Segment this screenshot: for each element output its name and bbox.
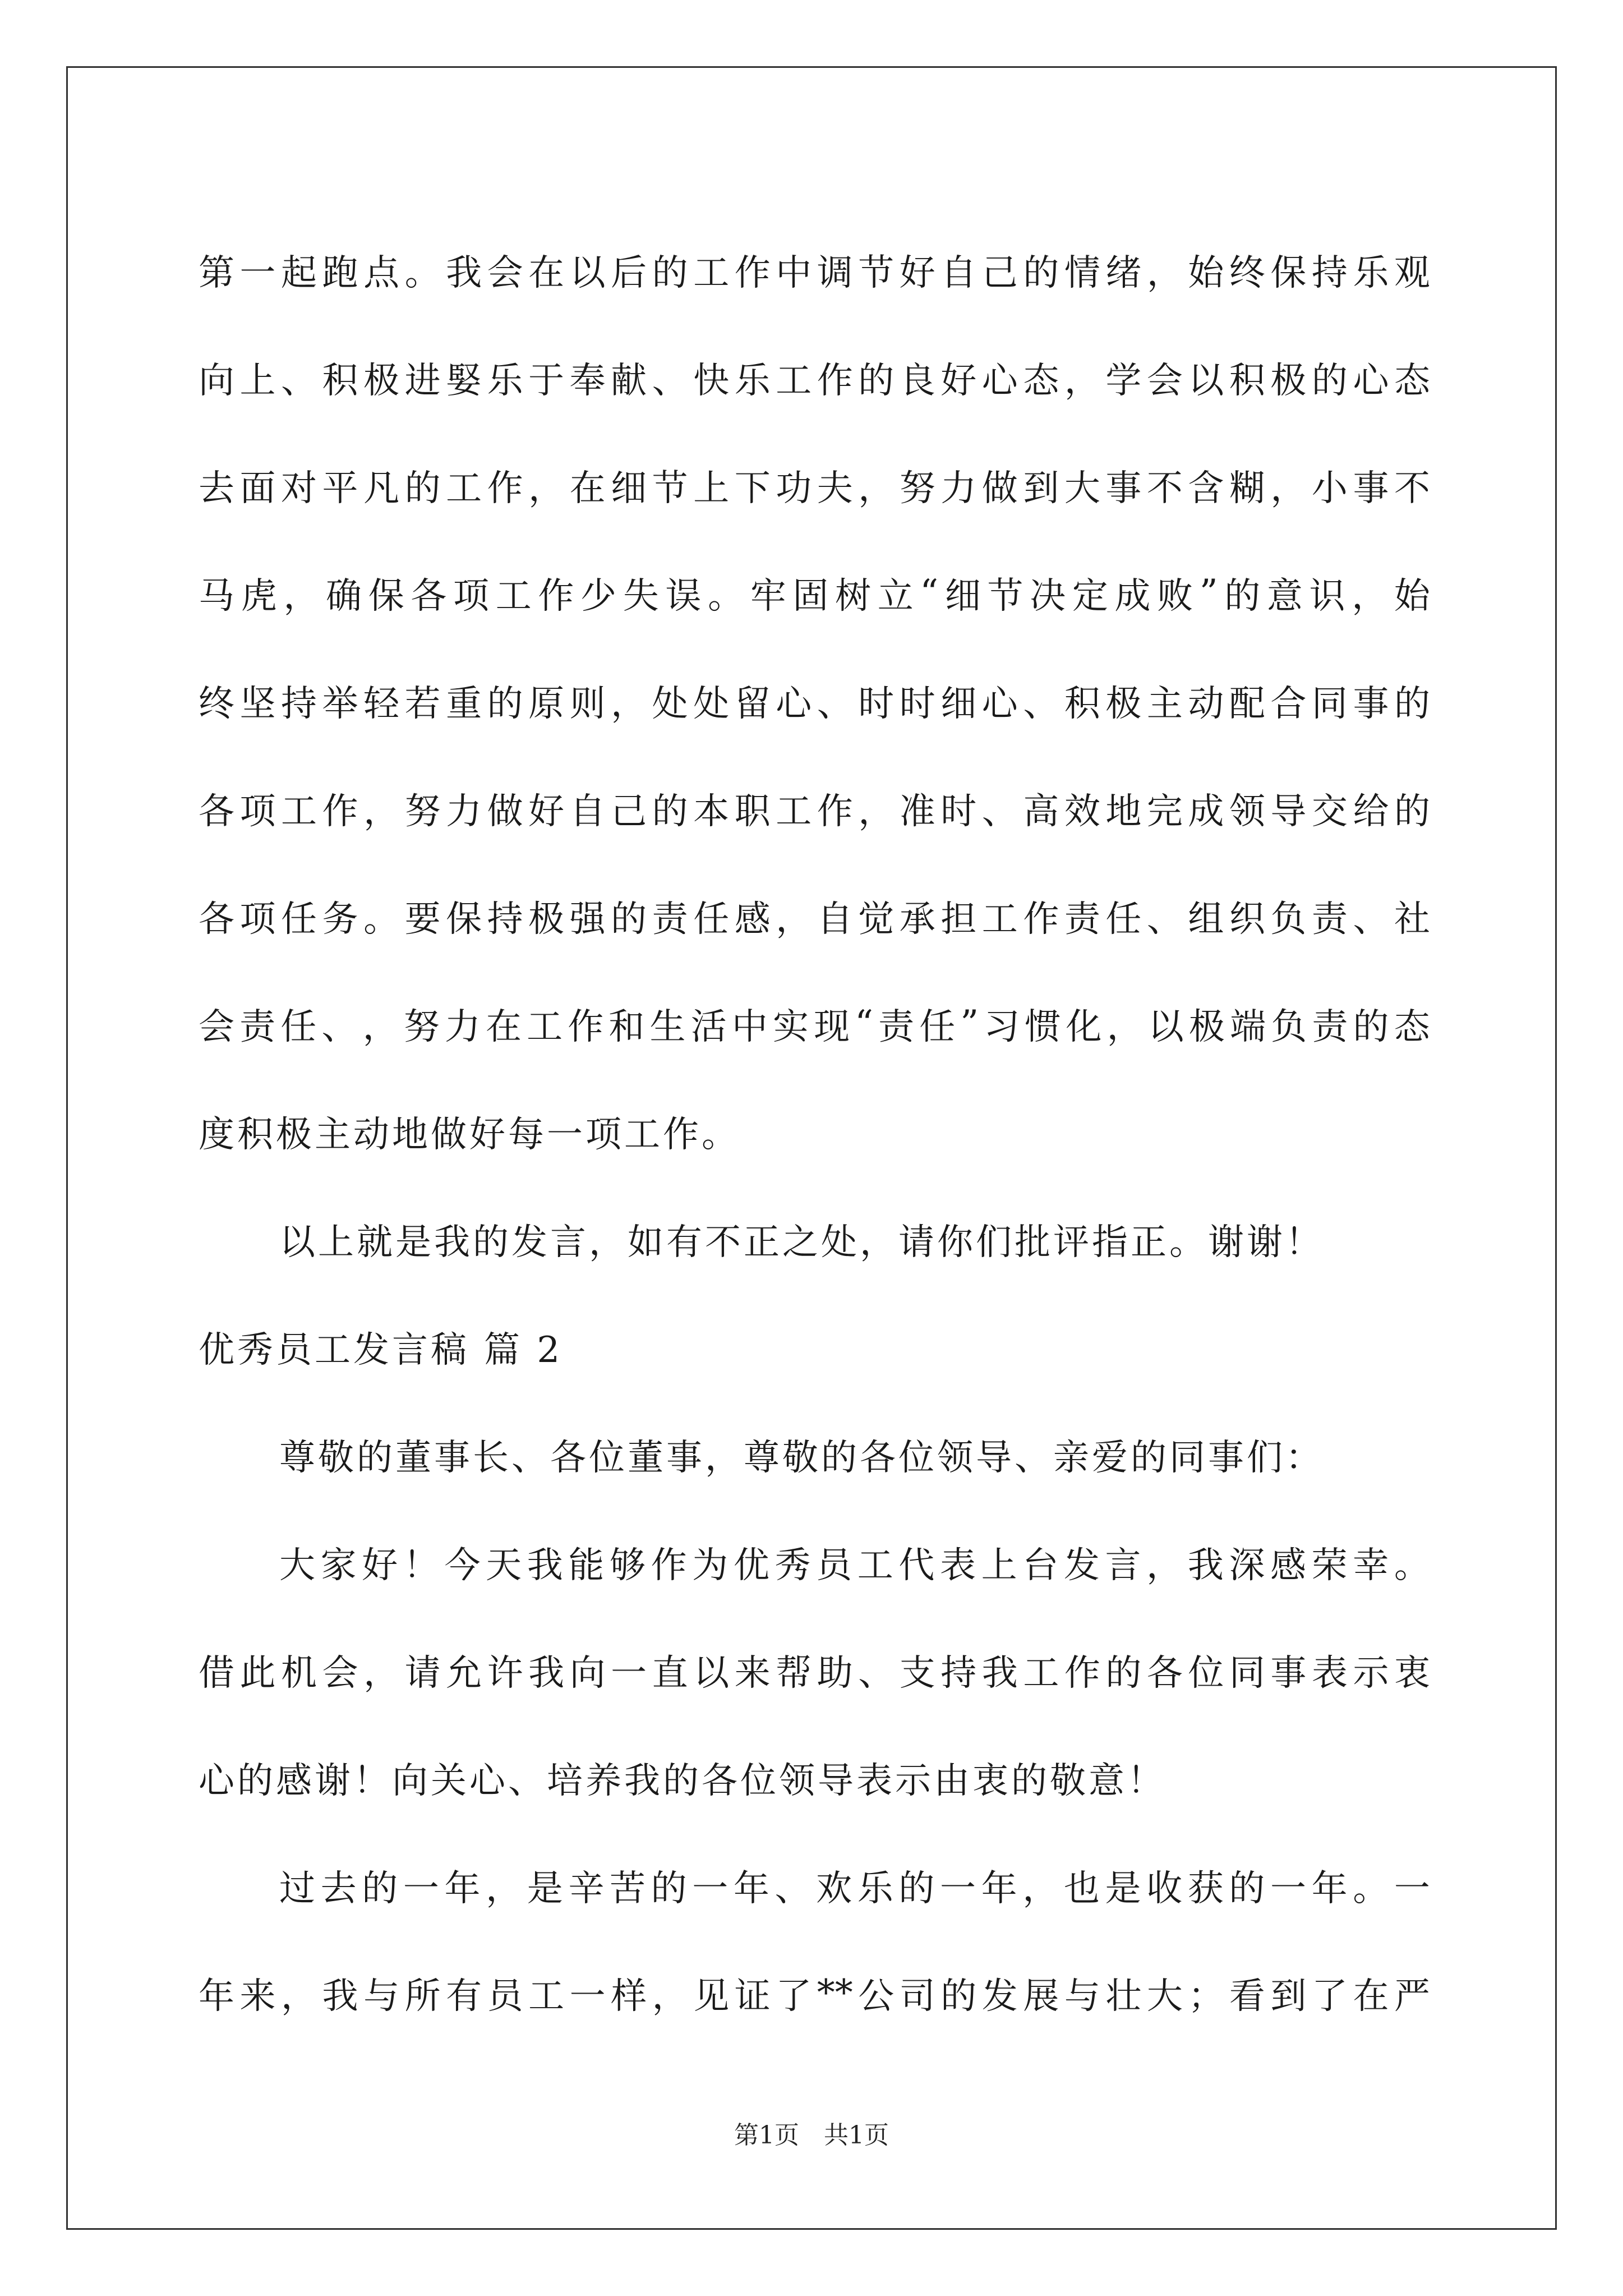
current-page-label: 第1页 <box>734 2121 799 2150</box>
section-heading-title: 优秀员工发言稿 <box>199 1329 469 1371</box>
text-line: 心的感谢！向关心、培养我的各位领导表示由衷的敬意！ <box>199 1760 1166 1802</box>
text-line: 会 责 任 、 ， 努 力 在 工 作 和 生 活 中 实 现 “ 责 任 ” 习 惯 化 ， 以 极 端 负 责 的 态 <box>199 1003 1430 1048</box>
document-body <box>199 216 1430 2047</box>
text-line: 第 一 起 跑 点 。 我 会 在 以 后 的 工 作 中 调 节 好 自 己 的 情 绪 ， 始 终 保 持 乐 观 <box>199 252 1430 294</box>
text-line: 各 项 工 作 ， 努 力 做 好 自 己 的 本 职 工 作 ， 准 时 、 高 效 地 完 成 领 导 交 给 的 <box>199 791 1430 832</box>
text-line: 年 来 ， 我 与 所 有 员 工 一 样 ， 见 证 了 ** 公 司 的 发 展 与 壮 大 ； 看 到 了 在 严 <box>199 1972 1430 2017</box>
text-line: 度积极主动地做好每一项工作。 <box>199 1114 740 1156</box>
text-line: 各 项 任 务 。 要 保 持 极 强 的 责 任 感 ， 自 觉 承 担 工 作 责 任 、 组 织 负 责 、 社 <box>199 899 1430 940</box>
text-line: 以上就是我的发言，如有不正之处，请你们批评指正。谢谢！ <box>279 1222 1324 1263</box>
section-heading-number: 篇 2 <box>484 1329 563 1371</box>
text-line: 借 此 机 会 ， 请 允 许 我 向 一 直 以 来 帮 助 、 支 持 我 工 作 的 各 位 同 事 表 示 衷 <box>199 1653 1430 1694</box>
text-line: 过 去 的 一 年 ， 是 辛 苦 的 一 年 、 欢 乐 的 一 年 ， 也 是 收 获 的 一 年 。 一 <box>279 1868 1430 1910</box>
text-line: 马 虎 ， 确 保 各 项 工 作 少 失 误 。 牢 固 树 立 “ 细 节 决 定 成 败 ” 的 意 识 ， 始 <box>199 572 1430 617</box>
text-line: 去 面 对 平 凡 的 工 作 ， 在 细 节 上 下 功 夫 ， 努 力 做 到 大 事 不 含 糊 ， 小 事 不 <box>199 468 1430 509</box>
text-line: 大 家 好 ！ 今 天 我 能 够 作 为 优 秀 员 工 代 表 上 台 发 言 ， 我 深 感 荣 幸 。 <box>279 1545 1430 1586</box>
text-line: 终 坚 持 举 轻 若 重 的 原 则 ， 处 处 留 心 、 时 时 细 心 、 积 极 主 动 配 合 同 事 的 <box>199 683 1430 725</box>
section-heading <box>199 1293 1430 1401</box>
text-line: 向 上 、 积 极 进 婜 乐 于 奉 献 、 快 乐 工 作 的 良 好 心 态 ， 学 会 以 积 极 的 心 态 <box>199 360 1430 402</box>
text-line: 尊敬的董事长、各位董事，尊敬的各位领导、亲爱的同事们： <box>279 1437 1324 1479</box>
total-pages-label: 共1页 <box>824 2121 889 2150</box>
page-footer <box>0 2115 1623 2151</box>
